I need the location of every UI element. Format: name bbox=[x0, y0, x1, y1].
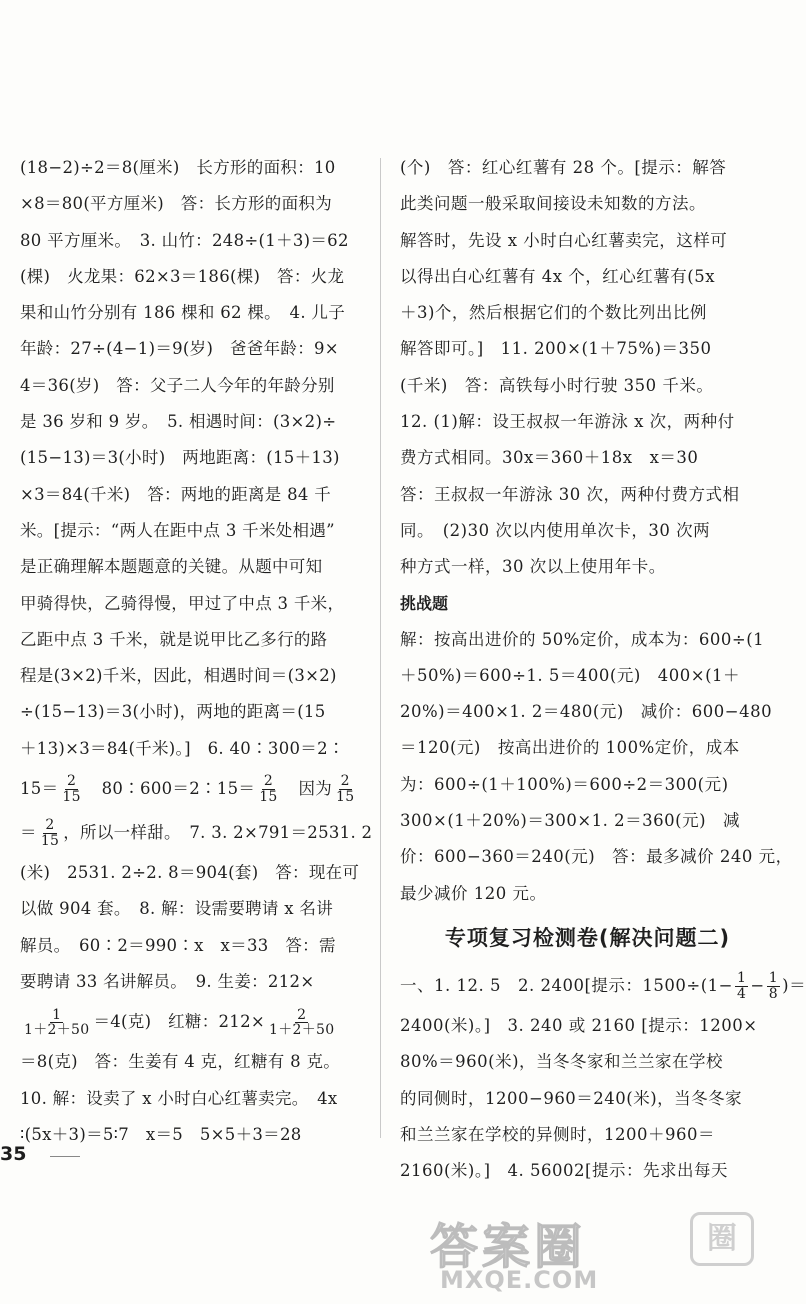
fraction-numerator: 1 bbox=[52, 1006, 62, 1023]
text-line: 此类问题一般采取间接设未知数的方法。 bbox=[400, 194, 706, 214]
text-line: ＝8(克) 答：生姜有 4 克，红糖有 8 克。 bbox=[20, 1052, 341, 1072]
page-number-rule bbox=[50, 1156, 80, 1157]
text-line: ＋50%)＝600÷1. 5＝400(元) 400×(1＋ bbox=[400, 665, 741, 685]
fraction-numerator: 2 bbox=[340, 773, 350, 790]
text-line: 20%)＝400×1. 2＝480(元) 减价：600−480 bbox=[400, 702, 773, 722]
text-segment: 15＝ bbox=[20, 779, 59, 799]
fraction-denominator: 8 bbox=[768, 985, 779, 1002]
fraction bbox=[767, 971, 780, 1001]
text-line: ÷(15−13)＝3(小时)，两地的距离＝(15 bbox=[20, 702, 326, 722]
text-segment: 80∶600＝2∶15＝ bbox=[84, 779, 256, 799]
fraction bbox=[735, 971, 748, 1001]
fraction bbox=[22, 1008, 91, 1038]
text-line: ∶(5x＋3)＝5∶7 x＝5 5×5＋3＝28 bbox=[20, 1124, 302, 1144]
text-line: 乙距中点 3 千米，就是说甲比乙多行的路 bbox=[20, 629, 328, 649]
text-line: 种方式一样，30 次以上使用年卡。 bbox=[400, 557, 666, 577]
text-line: 300×(1＋20%)＝300×1. 2＝360(元) 减 bbox=[400, 811, 741, 831]
fraction-denominator: 15 bbox=[336, 789, 355, 806]
text-line: (棵) 火龙果：62×3＝186(棵) 答：火龙 bbox=[20, 266, 345, 286]
text-line: 80 平方厘米。 3. 山竹：248÷(1＋3)＝62 bbox=[20, 230, 349, 250]
fraction bbox=[39, 818, 61, 848]
text-line: 以做 904 套。 8. 解：设需要聘请 x 名讲 bbox=[20, 899, 334, 919]
text-line-with-fractions bbox=[20, 767, 365, 811]
text-line: 解答即可。] 11. 200×(1＋75%)＝350 bbox=[400, 339, 712, 359]
text-line: 同。 (2)30 次以内使用单次卡，30 次两 bbox=[400, 520, 711, 540]
text-line: 12. (1)解：设王叔叔一年游泳 x 次，两种付 bbox=[400, 412, 735, 432]
text-line: 米。[提示：“两人在距中点 3 千米处相遇” bbox=[20, 520, 335, 540]
fraction bbox=[334, 774, 356, 804]
text-line: (个) 答：红心红薯有 28 个。[提示：解答 bbox=[400, 158, 727, 177]
challenge-heading: 挑战题 bbox=[400, 593, 449, 613]
text-line: 要聘请 33 名讲解员。 9. 生姜：212× bbox=[20, 971, 315, 991]
fraction-numerator: 2 bbox=[263, 773, 274, 790]
text-line: 和兰兰家在学校的异侧时，1200＋960＝ bbox=[400, 1124, 715, 1144]
text-line: 4＝36(岁) 答：父子二人今年的年龄分别 bbox=[20, 375, 335, 395]
fraction-denominator: 4 bbox=[736, 985, 747, 1002]
fraction-denominator: 1＋2＋50 bbox=[24, 1022, 90, 1039]
watermark-url: MXQE.COM bbox=[440, 1266, 599, 1294]
text-line: 果和山竹分别有 186 棵和 62 棵。 4. 儿子 bbox=[20, 303, 346, 323]
text-line: 价：600−360＝240(元) 答：最多减价 240 元， bbox=[400, 847, 793, 867]
text-line: 10. 解：设卖了 x 小时白心红薯卖完。 4x bbox=[20, 1088, 338, 1108]
text-line: 解员。 60∶2＝990∶x x＝33 答：需 bbox=[20, 935, 336, 955]
text-line: (千米) 答：高铁每小时行驶 350 千米。 bbox=[400, 375, 714, 395]
fraction-denominator: 1＋2＋50 bbox=[269, 1022, 335, 1039]
text-segment: ，所以一样甜。 7. 3. 2×791＝2531. 2 bbox=[63, 823, 373, 843]
text-line: 80%＝960(米)，当冬冬家和兰兰家在学校 bbox=[400, 1052, 724, 1072]
fraction-numerator: 2 bbox=[297, 1006, 307, 1023]
fraction bbox=[257, 774, 279, 804]
fraction-numerator: 1 bbox=[768, 970, 779, 987]
text-segment: 因为 bbox=[281, 779, 333, 799]
fraction-denominator: 15 bbox=[259, 789, 278, 806]
text-line: 答：王叔叔一年游泳 30 次，两种付费方式相 bbox=[400, 484, 740, 504]
text-line: (米) 2531. 2÷2. 8＝904(套) 答：现在可 bbox=[20, 863, 360, 883]
text-line: ×8＝80(平方厘米) 答：长方形的面积为 bbox=[20, 194, 332, 214]
text-line-with-fractions bbox=[20, 811, 373, 855]
text-line: 是 36 岁和 9 岁。 5. 相遇时间：(3×2)÷ bbox=[20, 412, 337, 432]
text-line: 为：600÷(1＋100%)＝600÷2＝300(元) bbox=[400, 774, 729, 794]
right-column bbox=[400, 150, 806, 1189]
column-divider bbox=[380, 158, 381, 1138]
text-line: ＋13)×3＝84(千米)。] 6. 40∶300＝2∶ bbox=[20, 738, 345, 758]
fraction-numerator: 2 bbox=[67, 773, 77, 790]
text-segment: − bbox=[750, 975, 765, 995]
text-segment: 一、1. 12. 5 2. 2400[提示：1500÷(1− bbox=[400, 975, 733, 995]
text-line: 最少减价 120 元。 bbox=[400, 883, 547, 903]
text-line: (18−2)÷2＝8(厘米) 长方形的面积：10 bbox=[20, 158, 336, 177]
section-title: 专项复习检测卷(解决问题二) bbox=[444, 925, 731, 950]
text-line: 以得出白心红薯有 4x 个，红心红薯有(5x bbox=[400, 266, 716, 286]
text-line-with-fractions bbox=[20, 1000, 365, 1044]
text-line-with-fractions bbox=[400, 964, 806, 1008]
text-line: 程是(3×2)千米，因此，相遇时间＝(3×2) bbox=[20, 666, 337, 686]
text-line: 2160(米)。] 4. 56002[提示：先求出每天 bbox=[400, 1161, 728, 1181]
watermark bbox=[420, 1200, 795, 1300]
text-line: ＋3)个，然后根据它们的个数比列出比例 bbox=[400, 303, 707, 323]
fraction-denominator: 15 bbox=[62, 789, 81, 806]
text-line: 是正确理解本题题意的关键。从题中可知 bbox=[20, 557, 323, 577]
fraction-numerator: 1 bbox=[736, 970, 747, 987]
text-segment: )＝ bbox=[782, 975, 806, 995]
text-line: ＝120(元) 按高出进价的 100%定价，成本 bbox=[400, 738, 740, 758]
text-line: 2400(米)。] 3. 240 或 2160 [提示：1200× bbox=[400, 1015, 758, 1035]
text-segment: ＝ bbox=[20, 823, 37, 843]
text-line: (15−13)＝3(小时) 两地距离：(15＋13) bbox=[20, 448, 340, 468]
left-column bbox=[20, 150, 373, 1153]
text-line: 费方式相同。30x＝360＋18x x＝30 bbox=[400, 448, 699, 468]
text-line: 年龄：27÷(4−1)＝9(岁) 爸爸年龄：9× bbox=[20, 339, 339, 359]
page-number: 35 bbox=[0, 1143, 27, 1165]
text-line: ×3＝84(千米) 答：两地的距离是 84 千 bbox=[20, 484, 332, 504]
fraction-numerator: 2 bbox=[45, 817, 55, 834]
text-segment: ＝4(克) 红糖：212× bbox=[93, 1012, 266, 1032]
fraction bbox=[60, 774, 82, 804]
watermark-badge-icon: 圈 bbox=[690, 1212, 754, 1266]
fraction bbox=[267, 1008, 336, 1038]
text-line: 解答时，先设 x 小时白心红薯卖完，这样可 bbox=[400, 230, 728, 250]
fraction-denominator: 15 bbox=[40, 833, 60, 850]
text-line: 甲骑得快，乙骑得慢，甲过了中点 3 千米， bbox=[20, 593, 345, 613]
text-line: 解：按高出进价的 50%定价，成本为：600÷(1 bbox=[400, 629, 765, 649]
watermark-text: 答案圈 bbox=[430, 1219, 587, 1275]
text-line: 的同侧时，1200−960＝240(米)，当冬冬家 bbox=[400, 1088, 743, 1108]
